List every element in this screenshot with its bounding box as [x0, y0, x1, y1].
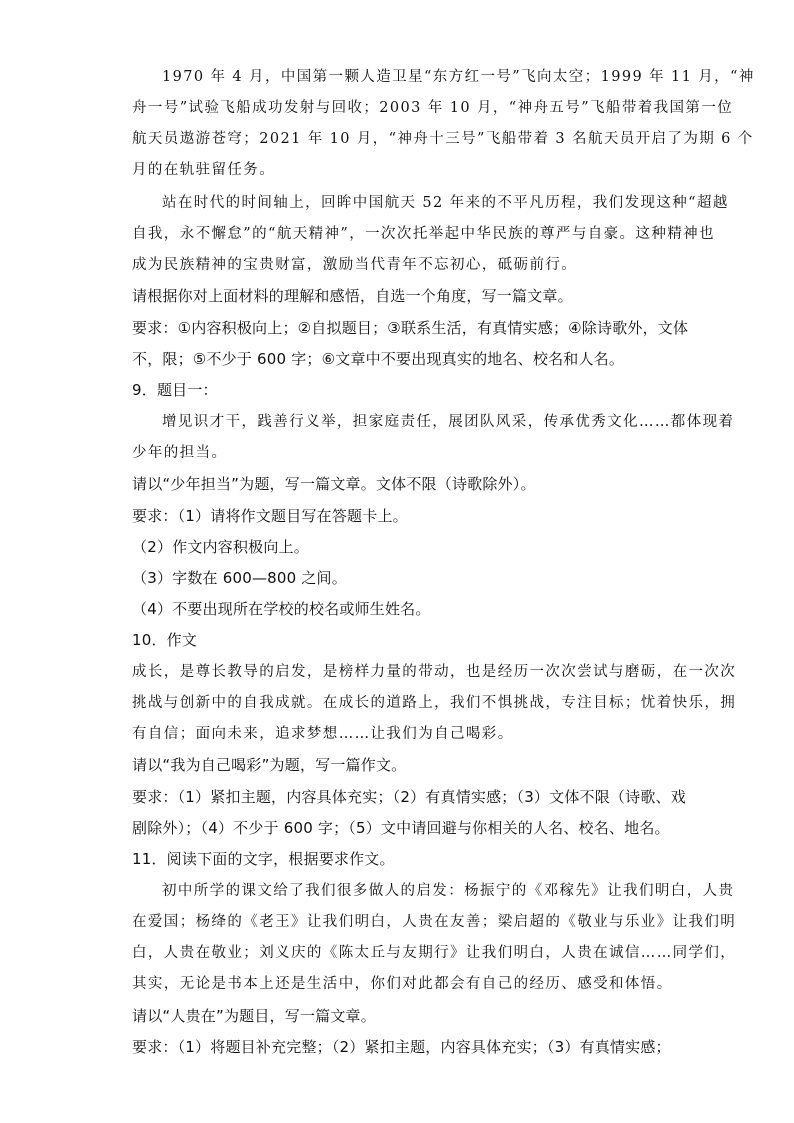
material-text-line: 初中所学的课文给了我们很多做人的启发：杨振宁的《邓稼先》让我们明白，人贵 [162, 883, 735, 899]
material-text-line: 成长，是尊长教导的启发，是榜样力量的带动，也是经历一次次尝试与磨砺，在一次次 [132, 664, 737, 680]
material-text-line: 增见识才干，践善行义举，担家庭责任，展团队风采，传承优秀文化……都体现着 [162, 414, 735, 430]
material-text-line: 月的在轨驻留任务。 [132, 162, 276, 178]
requirement-line: 要求：①内容积极向上；②自拟题目；③联系生活，有真情实感；④除诗歌外，文体 [132, 319, 689, 337]
material-text-line: 其实，无论是书本上还是生活中，你们对此都会有自己的经历、感受和体悟。 [132, 976, 673, 992]
material-text-line: 挑战与创新中的自我成就。在成长的道路上，我们不惧挑战，专注目标；忧着快乐，拥 [132, 695, 737, 711]
requirement-line: （3）字数在 600—800 之间。 [132, 569, 347, 587]
material-text-line: 少年的担当。 [132, 445, 228, 461]
instruction-line: 请根据你对上面材料的理解和感悟，自选一个角度，写一篇文章。 [132, 287, 573, 305]
requirement-line: 不，限；⑤不少于 600 字；⑥文章中不要出现真实的地名、校名和人名。 [132, 350, 625, 368]
instruction-line: 请以“我为自己喝彩”为题，写一篇作文。 [132, 756, 407, 774]
question-heading: 11．阅读下面的文字，根据要求作文。 [132, 850, 395, 868]
requirement-line: （2）作文内容积极向上。 [132, 538, 309, 556]
requirement-line: （4）不要出现所在学校的校名或师生姓名。 [132, 600, 431, 618]
material-text-line: 1970 年 4 月，中国第一颗人造卫星“东方红一号”飞向太空；1999 年 11 月，“神 [162, 69, 755, 85]
material-text-line: 有自信；面向未来，追求梦想……让我们为自己喝彩。 [132, 726, 514, 742]
material-text-line: 舟一号”试验飞船成功发射与回收；2003 年 10 月，“神舟五号”飞船带着我国第一位 [132, 100, 734, 116]
requirement-line: 剧除外）；（4）不少于 600 字；（5）文中请回避与你相关的人名、校名、地名。 [132, 819, 670, 837]
requirement-line: 要求：（1）将题目补充完整；（2）紧扣主题，内容具体充实；（3）有真情实感； [132, 1038, 671, 1056]
question-heading: 9．题目一： [132, 381, 218, 399]
instruction-line: 请以“人贵在”为题目，写一篇文章。 [132, 1007, 376, 1025]
instruction-line: 请以“少年担当”为题，写一篇文章。文体不限（诗歌除外）。 [132, 475, 536, 493]
requirement-line: 要求：（1）紧扣主题，内容具体充实；（2）有真情实感；（3）文体不限（诗歌、戏 [132, 788, 686, 806]
material-text-line: 航天员遨游苍穹；2021 年 10 月，“神舟十三号”飞船带着 3 名航天员开启了为期 6 个 [132, 131, 754, 147]
material-text-line: 成为民族精神的宝贵财富，激励当代青年不忘初心，砥砺前行。 [132, 257, 578, 273]
material-text-line: 白，人贵在敬业；刘义庆的《陈太丘与友期行》让我们明白，人贵在诚信……同学们， [132, 945, 737, 961]
material-text-line: 在爱国；杨绛的《老王》让我们明白，人贵在友善；梁启超的《敬业与乐业》让我们明 [132, 914, 737, 930]
requirement-line: 要求：（1）请将作文题目写在答题卡上。 [132, 507, 408, 525]
question-heading: 10．作文 [132, 631, 198, 649]
material-text-line: 自我，永不懈怠”的“航天精神”，一次次托举起中华民族的尊严与自豪。这种精神也 [132, 226, 715, 242]
material-text-line: 站在时代的时间轴上，回眸中国航天 52 年来的不平凡历程，我们发现这种“超越 [162, 195, 729, 211]
